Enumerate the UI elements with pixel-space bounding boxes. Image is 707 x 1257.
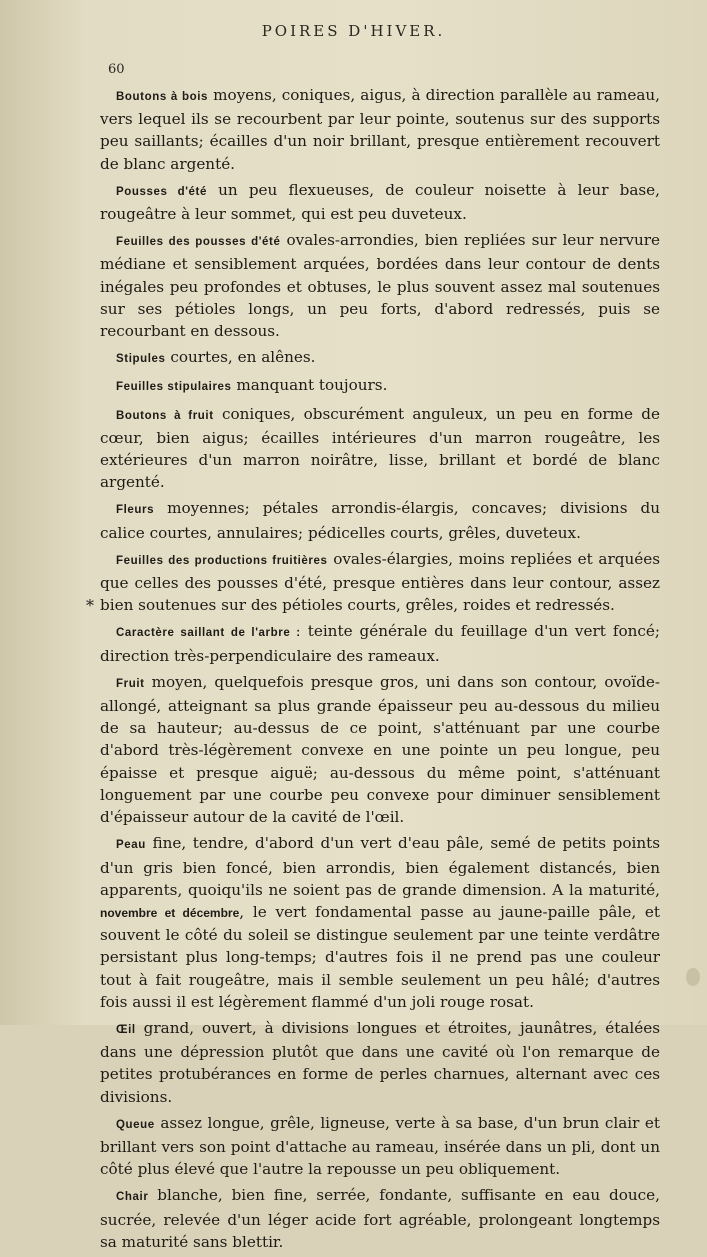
paragraph-chair: Chair blanche, bien fine, serrée, fondante, suffisante en eau douce, sucrée, relevée d'un léger acide fort agréable, prolongeant longtemps sa maturité sans blettir.: [100, 1186, 661, 1251]
paragraph-feuilles-stipulaires: Feuilles stipulaires manquant toujours.: [116, 376, 388, 395]
paragraph-queue: Queue assez longue, grêle, ligneuse, verte à sa base, d'un brun clair et brillant vers son point d'attache au rameau, insérée dans un pli, dont un côté plus élevé que l'autre la repousse un peu obliquement.: [100, 1113, 661, 1179]
paragraph-boutons-a-fruit: Boutons à fruit coniques, obscurément anguleux, un peu en forme de cœur, bien aigus; écailles intérieures d'un marron rougeâtre, les extérieures d'un marron noirâtre, lisse, brillant et bordé de blanc argenté.: [100, 404, 660, 492]
paragraph-oeil: Œil grand, ouvert, à divisions longues et étroites, jaunâtres, étalées dans une dépression plutôt que dans une cavité où l'on remarque de petites protubérances en forme de perles charnues, alternant avec ces divisions.: [100, 1018, 661, 1106]
running-header: POIRES D'HIVER.: [261, 22, 446, 40]
margin-mark: *: [86, 596, 94, 615]
paragraph-fruit: Fruit moyen, quelquefois presque gros, uni dans son contour, ovoïde-allongé, atteignant sa plus grande épaisseur peu au-dessous du milieu de sa hauteur; au-dessus de ce point, s'atténuant par une courbe d'abord très-légèrement convexe en une pointe un peu longue, peu épaisse et presque aiguë; au-dessous du même point, s'atténuant longuement par une courbe peu convexe pour diminuer sensiblement d'épaisseur autour de la cavité de l'œil.: [100, 672, 660, 827]
paragraph-caractere: Caractère saillant de l'arbre : teinte générale du feuillage d'un vert foncé; direction très-perpendiculaire des rameaux.: [100, 622, 660, 665]
body-text: [100, 84, 660, 1257]
paragraph-pousses-ete: Pousses d'été un peu flexueuses, de couleur noisette à leur base, rougeâtre à leur sommet, qui est peu duveteux.: [100, 180, 660, 224]
paragraph-peau: Peau fine, tendre, d'abord d'un vert d'eau pâle, semé de petits points d'un gris bien foncé, bien arrondis, bien également distancés, bien apparents, quoiqu'ils ne soient pas de grande dimension. A la maturité, novembre et décembre, le vert fondamental passe au jaune-paille pâle, et souvent le côté du soleil se distingue seulement par une teinte verdâtre persistant plus long-temps; d'autres fois il ne prend pas une couleur tout à fait rougeâtre, mais il semble seulement un peu hâlé; d'autres fois aussi il est légèrement flammé d'un joli rouge rosat.: [100, 834, 660, 1011]
paragraph-stipules: Stipules courtes, en alênes.: [116, 348, 316, 367]
paragraph-boutons-a-bois: Boutons à bois moyens, coniques, aigus, à direction parallèle au rameau, vers lequel ils se recourbent par leur pointe, soutenus sur des supports peu saillants; écailles d'un noir brillant, presque entièrement recouvert de blanc argenté.: [100, 86, 661, 173]
paragraph-feuilles-productions: Feuilles des productions fruitières ovales-élargies, moins repliées et arquées que celles des pousses d'été, presque entières dans leur contour, assez bien soutenues sur des pétioles courts, grêles, roides et redressés.: [100, 549, 661, 615]
paper-stain: [686, 968, 700, 986]
page-number: 60: [108, 62, 125, 77]
paragraph-feuilles-pousses: Feuilles des pousses d'été ovales-arrondies, bien repliées sur leur nervure médiane et sensiblement arquées, bordées dans leur contour de dents inégales peu profondes et obtuses, le plus souvent assez mal soutenues sur ses pétioles longs, un peu forts, d'abord redressés, puis se recourbant en dessous.: [100, 231, 660, 341]
paragraph-fleurs: Fleurs moyennes; pétales arrondis-élargis, concaves; divisions du calice courtes, annulaires; pédicelles courts, grêles, duveteux.: [100, 499, 660, 542]
